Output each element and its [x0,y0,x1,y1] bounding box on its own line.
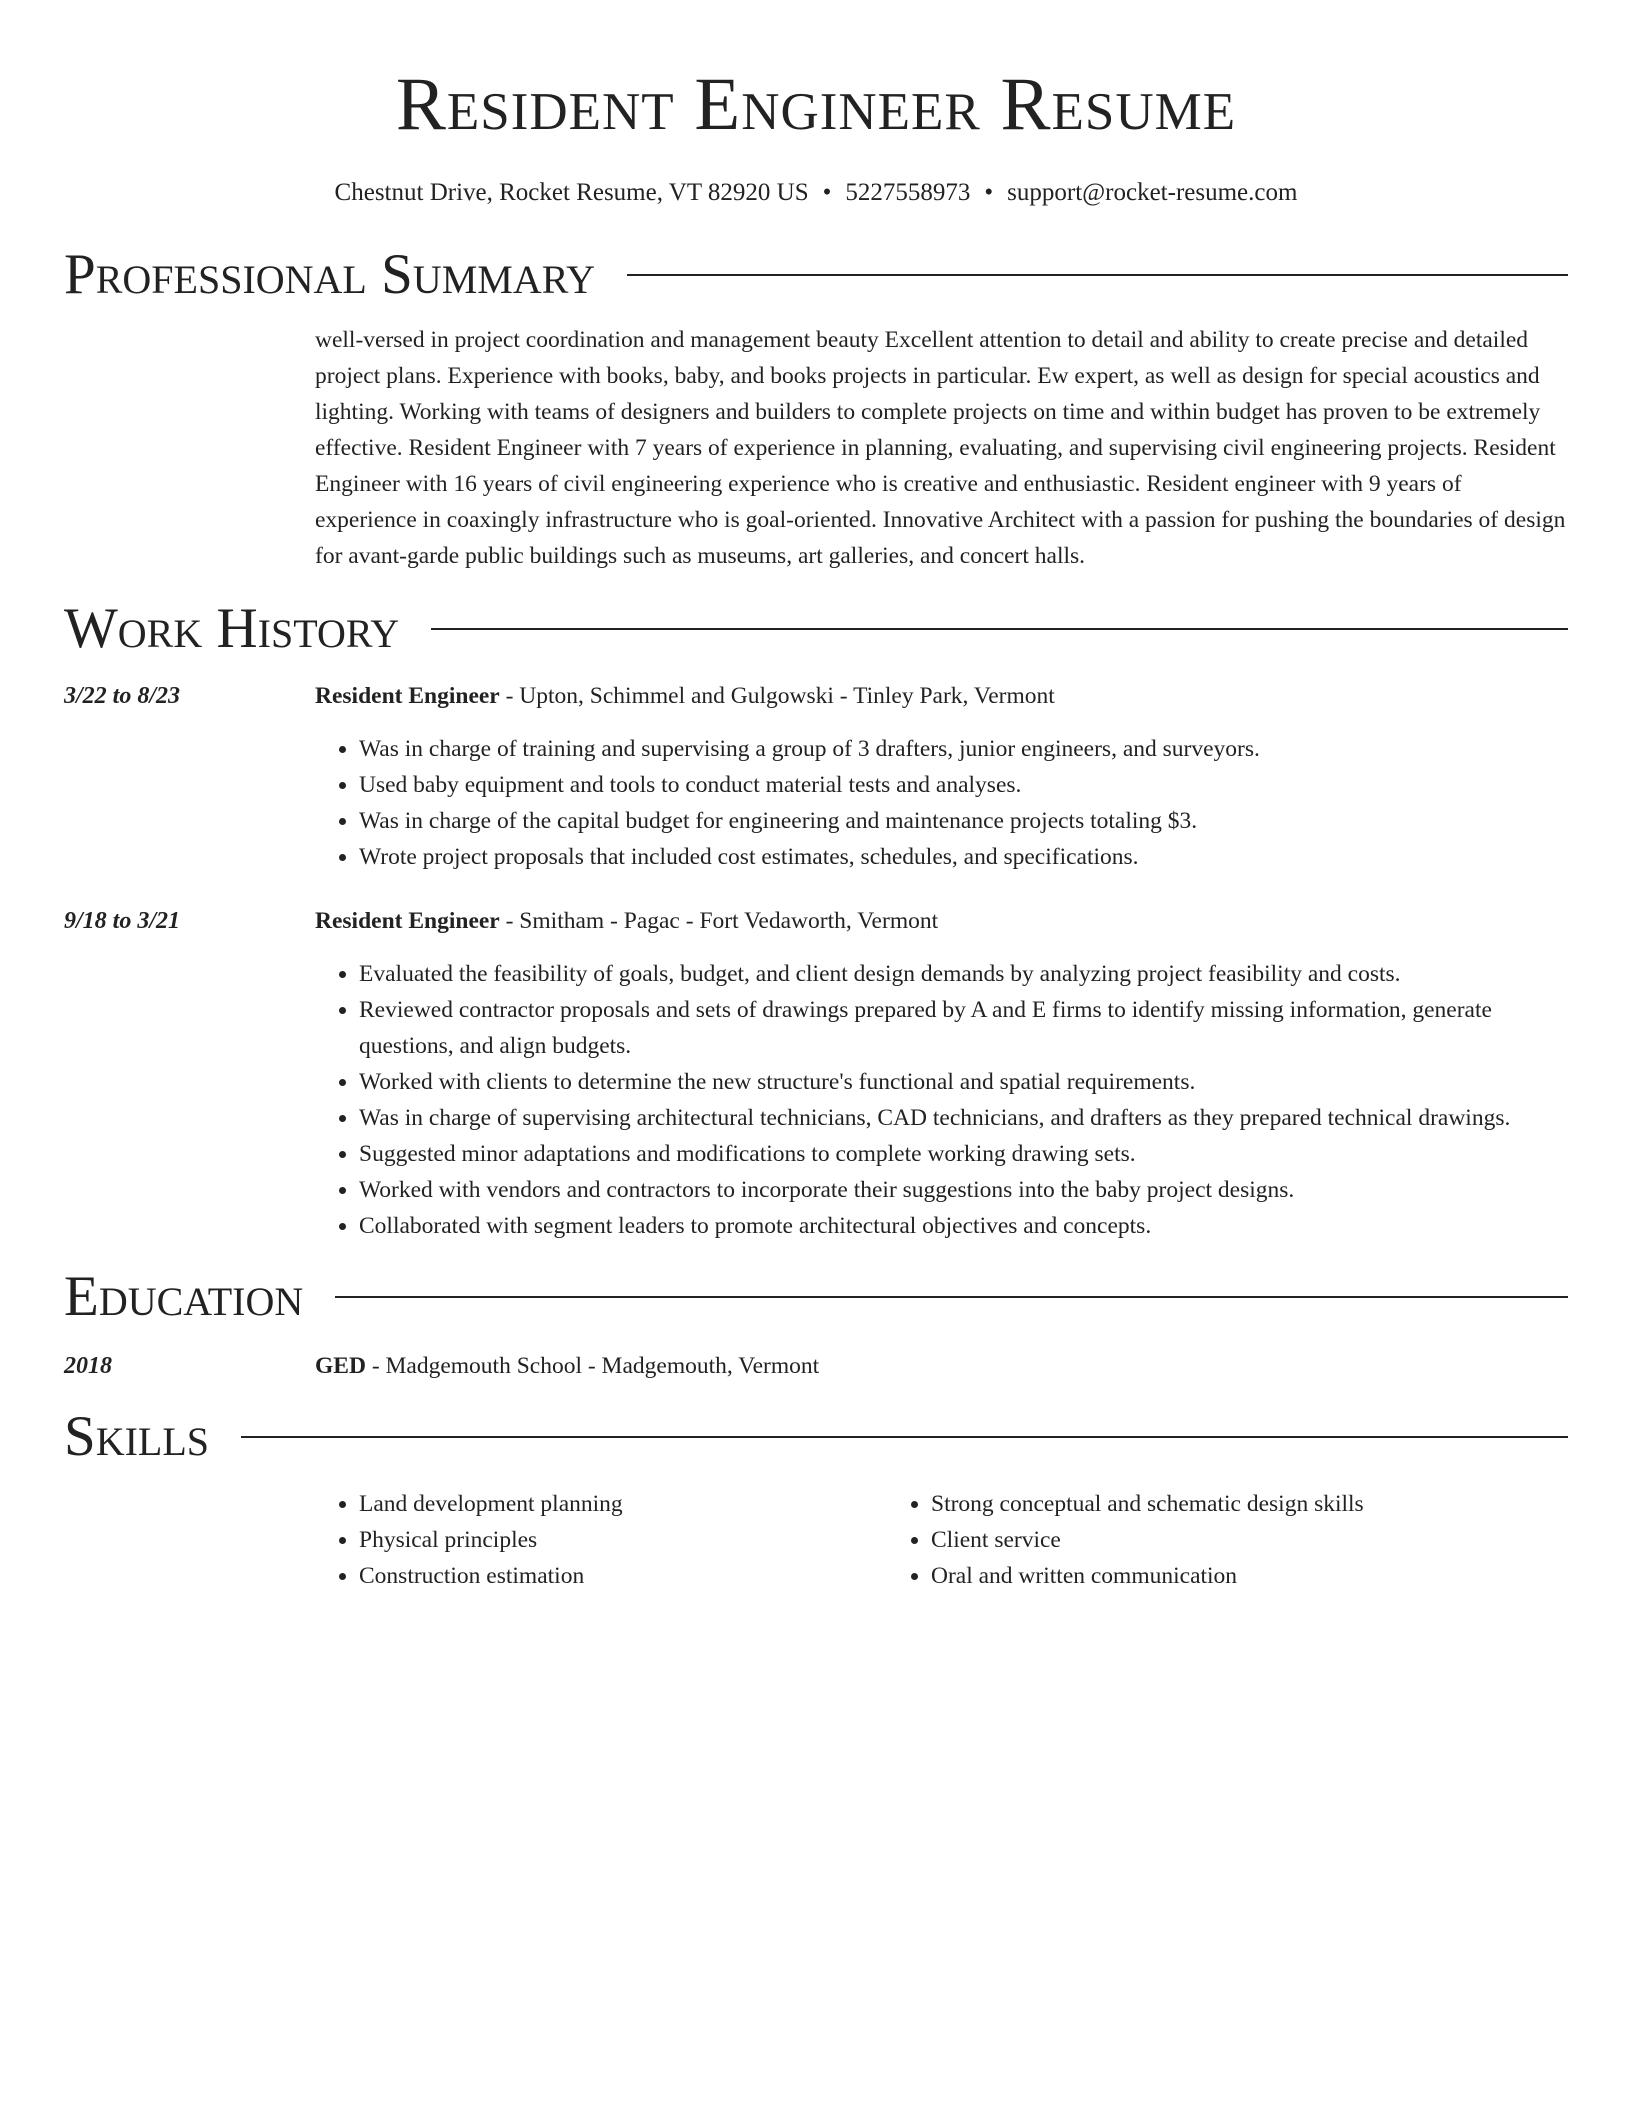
job-bullet: • Reviewed contractor proposals and sets of drawings prepared by A and E firms to identify missing information, generate questions, and align budgets. [359,992,1568,1064]
job-entry [64,678,1568,875]
section-heading-summary: Professional Summary [64,243,596,306]
skills-row [64,1486,1568,1594]
contact-separator: • [822,179,832,206]
job-employer: - Upton, Schimmel and Gulgowski - Tinley Park, Vermont [499,683,1055,709]
job-bullet: • Worked with vendors and contractors to incorporate their suggestions into the baby project designs. [359,1172,1568,1208]
job-bullet: • Collaborated with segment leaders to promote architectural objectives and concepts. [359,1208,1568,1244]
job-bullets-row [64,714,1568,875]
section-divider [335,1296,1568,1298]
contact-line [64,176,1568,210]
section-header [64,1266,1568,1328]
education-school: - Madgemouth School - Madgemouth, Vermont [365,1353,820,1379]
summary-row [64,322,1568,574]
job-role: Resident Engineer [315,908,500,934]
skill-item: • Strong conceptual and schematic design skills [931,1486,1459,1522]
job-bullet: • Used baby equipment and tools to conduct material tests and analyses. [359,767,1568,803]
skills-section [64,1406,1568,1594]
summary-spacer [64,322,315,574]
resume-title: Resident Engineer Resume [395,63,1237,146]
section-header [64,244,1568,306]
contact-separator: • [984,179,994,206]
skill-item: • Land development planning [359,1486,887,1522]
section-divider [431,628,1568,630]
job-role: Resident Engineer [315,683,500,709]
job-bullets-spacer [64,714,315,875]
section-header [64,598,1568,660]
skills-spacer [64,1486,315,1594]
summary-section [64,244,1568,574]
skill-item: • Oral and written communication [931,1558,1459,1594]
section-header [64,1406,1568,1468]
job-bullets-row [64,939,1568,1244]
job-bullet: • Was in charge of the capital budget for engineering and maintenance projects totaling $3. [359,803,1568,839]
job-employer: - Smitham - Pagac - Fort Vedaworth, Vermont [499,908,939,934]
section-divider [241,1436,1568,1438]
job-bullets-spacer [64,939,315,1244]
contact-email: support@rocket-resume.com [1007,179,1298,206]
job-dates: 9/18 to 3/21 [64,908,181,934]
job-bullet: • Wrote project proposals that included cost estimates, schedules, and specifications. [359,839,1568,875]
job-header-row [64,903,1568,939]
section-heading-skills: Skills [64,1405,210,1468]
education-degree: GED [315,1353,366,1379]
work-history-section [64,598,1568,1244]
skill-item: • Client service [931,1522,1459,1558]
contact-address: Chestnut Drive, Rocket Resume, VT 82920 US [334,179,809,206]
education-section [64,1266,1568,1384]
job-bullet-list [315,956,1568,1244]
job-title-line [315,678,1568,714]
education-year: 2018 [64,1353,112,1379]
section-heading-education: Education [64,1265,304,1328]
job-bullet: • Worked with clients to determine the new structure's functional and spatial requirements. [359,1064,1568,1100]
skills-columns [315,1486,1568,1594]
section-heading-work-history: Work History [64,597,400,660]
education-row [64,1348,1568,1384]
contact-phone: 5227558973 [845,179,971,206]
job-bullets-container [315,939,1568,1244]
section-divider [627,274,1568,276]
skill-item: • Physical principles [359,1522,887,1558]
job-bullet: • Was in charge of training and supervising a group of 3 drafters, junior engineers, and surveyors. [359,731,1568,767]
skills-list-left [315,1486,887,1594]
summary-text: well-versed in project coordination and management beauty Excellent attention to detail and ability to create precise and detailed project plans. Experience with books, baby, and books projects in particular. Ew expert, as well as design for special acoustics and lighting. Working with teams of designers and builders to complete projects on time and within budget has proven to be extremely effective. Resident Engineer with 7 years of experience in planning, evaluating, and supervising civil engineering projects. Resident Engineer with 16 years of civil engineering experience who is creative and enthusiastic. Resident engineer with 9 years of experience in coaxingly infrastructure who is goal-oriented. Innovative Architect with a passion for pushing the boundaries of design for avant-garde public buildings such as museums, art galleries, and concert halls. [315,327,1566,569]
skill-item: • Construction estimation [359,1558,887,1594]
job-dates: 3/22 to 8/23 [64,683,181,709]
job-bullets-container [315,714,1568,875]
skills-list-right [887,1486,1459,1594]
job-bullet: • Evaluated the feasibility of goals, budget, and client design demands by analyzing project feasibility and costs. [359,956,1568,992]
job-entry [64,903,1568,1244]
job-bullet-list [315,731,1568,875]
job-title-line [315,903,1568,939]
education-line [315,1348,1568,1384]
job-header-row [64,678,1568,714]
job-bullet: • Suggested minor adaptations and modifications to complete working drawing sets. [359,1136,1568,1172]
job-bullet: • Was in charge of supervising architectural technicians, CAD technicians, and drafters as they prepared technical drawings. [359,1100,1568,1136]
